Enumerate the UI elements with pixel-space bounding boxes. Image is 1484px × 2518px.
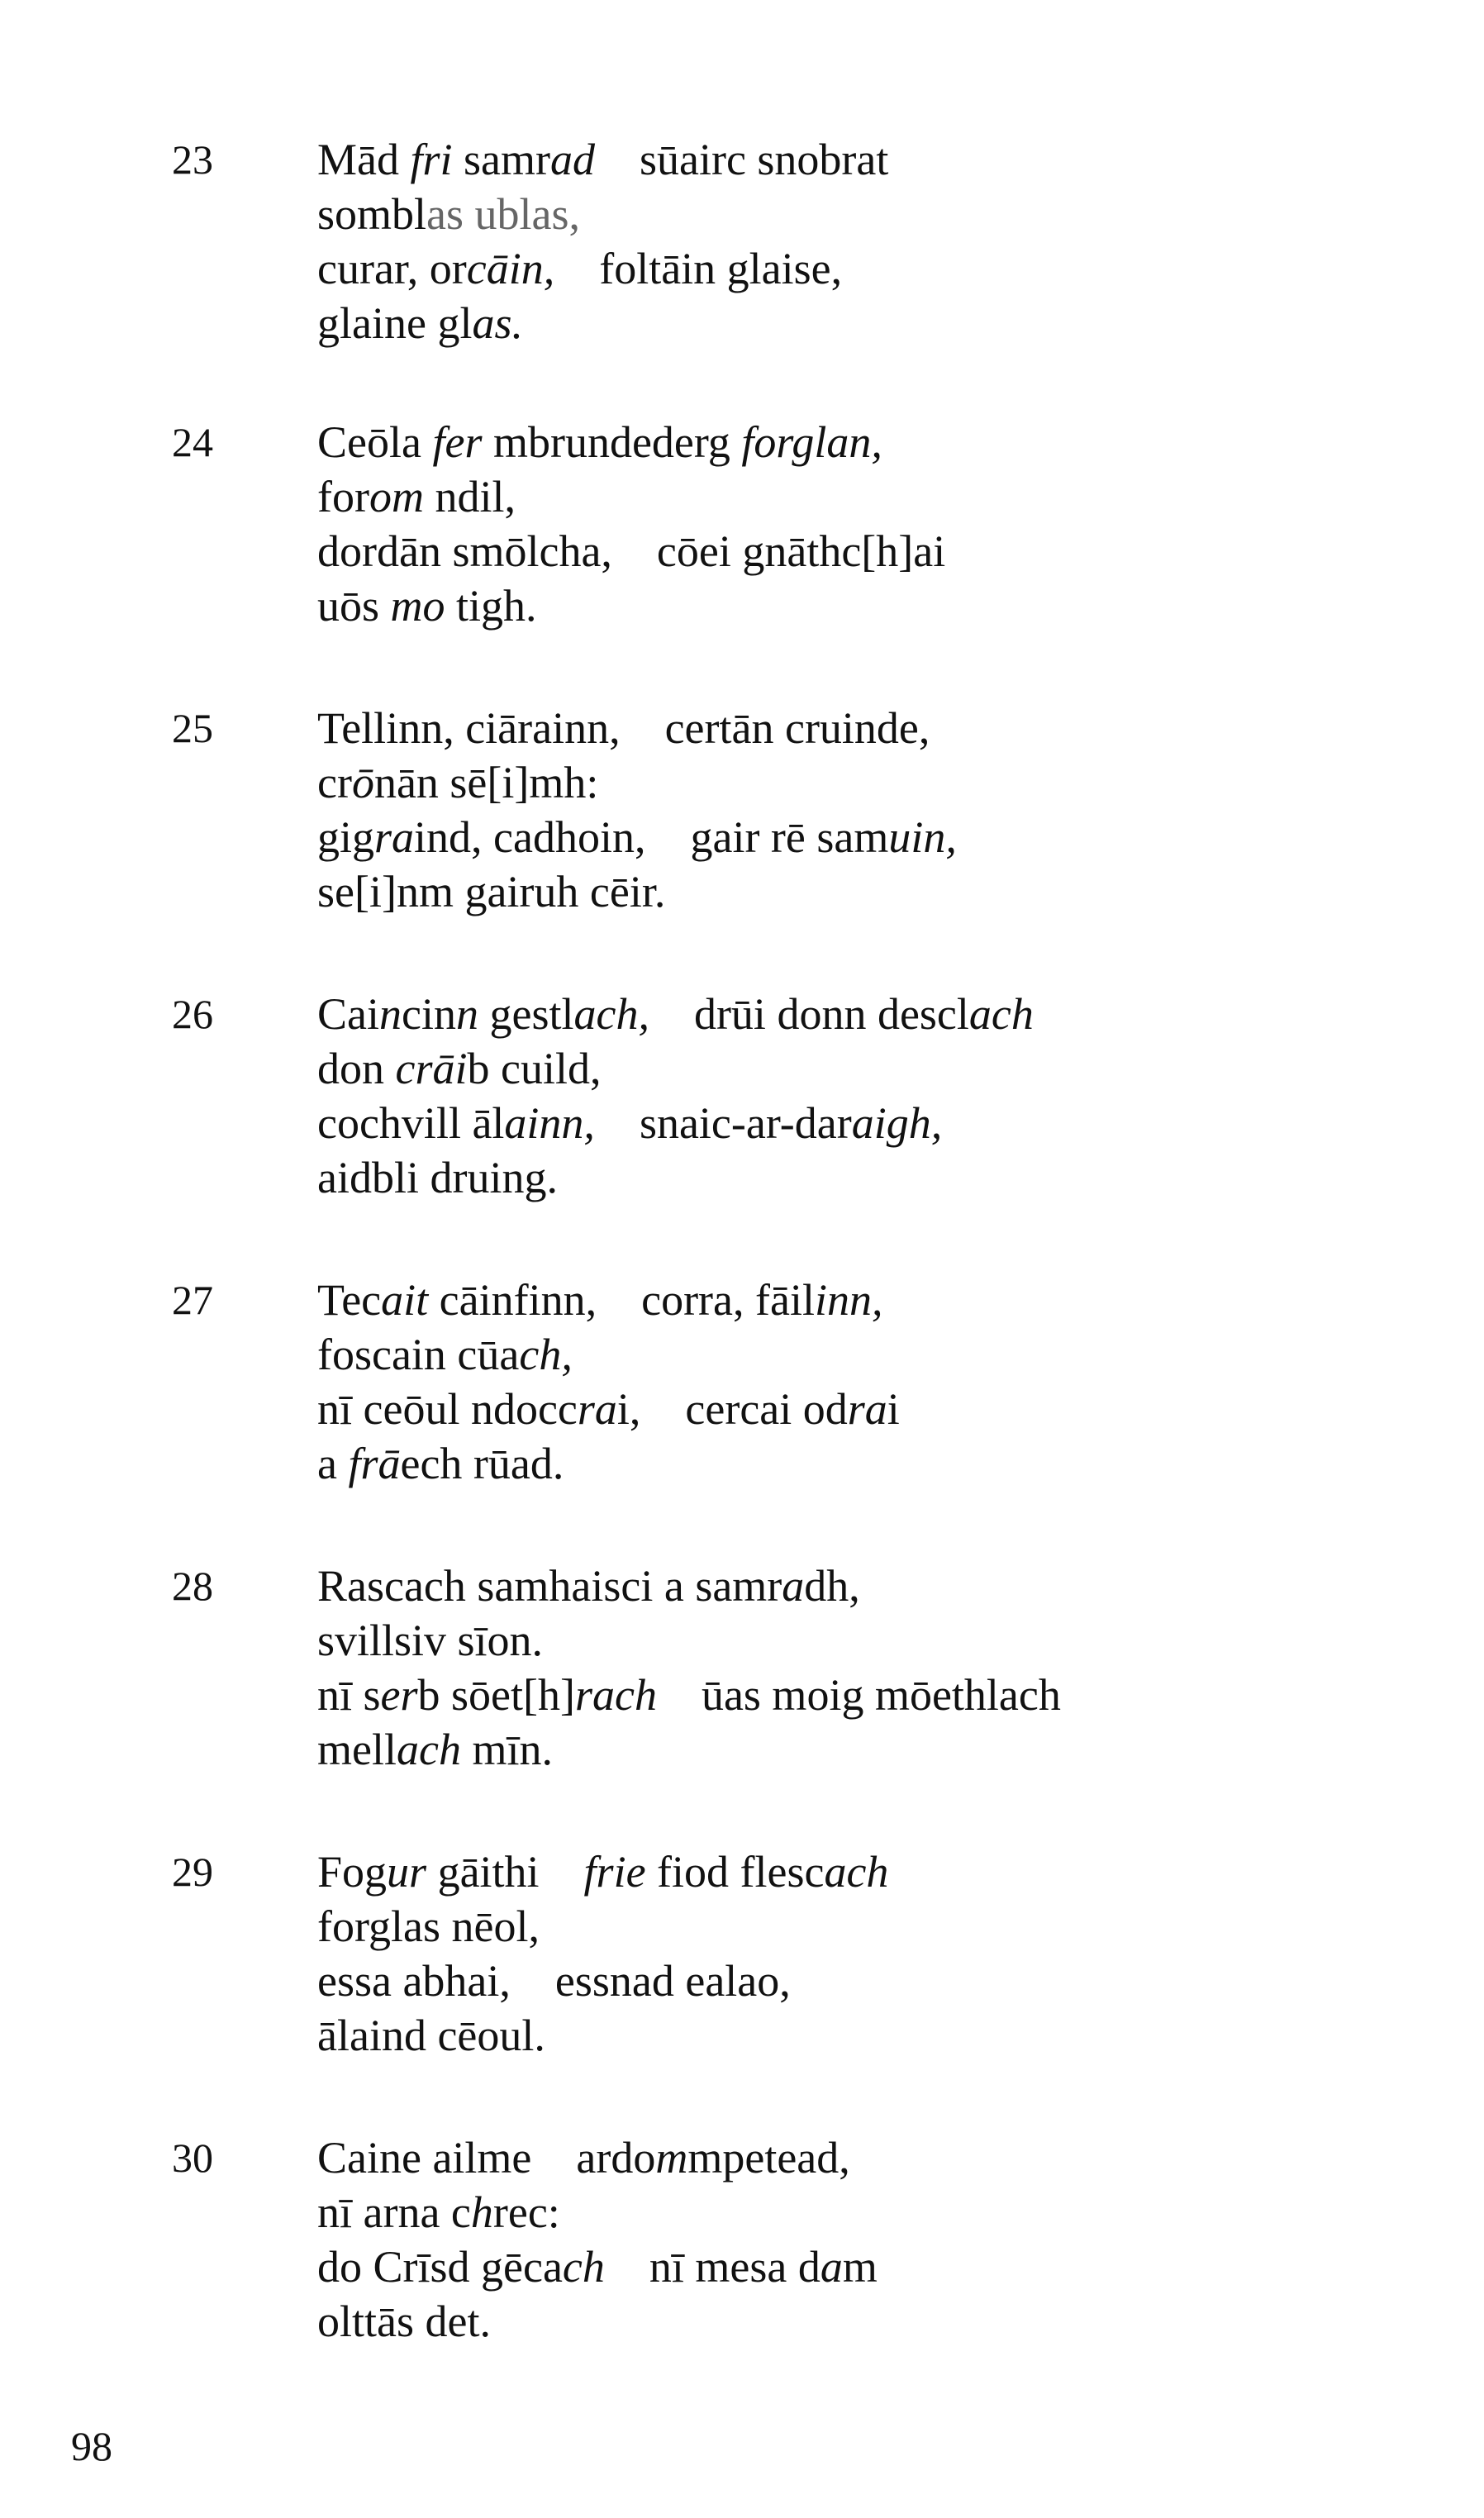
verse-line xyxy=(317,187,888,241)
verse-text: gāithi xyxy=(426,1847,584,1897)
stanza-lines xyxy=(317,1559,1061,1777)
verse-text: ublas, xyxy=(474,189,581,239)
verse-line xyxy=(317,415,945,469)
verse-text: cochvill āl xyxy=(317,1098,505,1148)
verse-text-italic: ach, xyxy=(573,989,649,1039)
verse-text: Rascach samhaisci a samr xyxy=(317,1561,782,1611)
verse-text: foltāin glaise, xyxy=(554,244,843,293)
verse-text: gig xyxy=(317,812,375,862)
verse-text: dh, xyxy=(804,1561,860,1611)
verse-text: Tellinn, ciārainn, certān cruinde, xyxy=(317,703,930,753)
verse-text: nī arna c xyxy=(317,2187,471,2237)
stanza-lines xyxy=(317,415,945,633)
verse-text: se[i]nm gairuh cēir. xyxy=(317,867,666,916)
verse-text: cr xyxy=(317,758,352,807)
verse-text-italic: ach xyxy=(824,1847,889,1897)
verse-text: for xyxy=(317,472,369,521)
stanza-number: 28 xyxy=(172,1563,213,1609)
verse-line xyxy=(317,1844,888,1899)
verse-line xyxy=(317,524,945,578)
verse-text-italic: cāin, xyxy=(466,244,555,293)
verse-line xyxy=(317,1954,888,2008)
verse-text-italic: inn, xyxy=(814,1275,883,1325)
verse-text: i, cercai od xyxy=(616,1384,848,1434)
verse-text-italic: ō xyxy=(351,758,374,807)
verse-text-italic: uin, xyxy=(888,812,957,862)
verse-text: Ceōla xyxy=(317,417,433,467)
verse-text: ūas moig mōethlach xyxy=(656,1670,1061,1720)
verse-line xyxy=(317,1273,900,1327)
verse-line xyxy=(317,987,1034,1041)
verse-line xyxy=(317,1327,900,1382)
verse-text: olttās det. xyxy=(317,2297,491,2346)
stanza-lines xyxy=(317,132,888,350)
stanza-number: 29 xyxy=(172,1849,213,1895)
verse-line xyxy=(317,701,957,755)
verse-line xyxy=(317,1559,1061,1613)
verse-text: do Crīsd gēca xyxy=(317,2242,563,2292)
verse-line xyxy=(317,1722,1061,1777)
verse-text: cin xyxy=(402,989,456,1039)
verse-text-italic: forglan, xyxy=(741,417,882,467)
verse-text: nī mesa d xyxy=(604,2242,820,2292)
verse-text: glaine gl xyxy=(317,298,473,348)
verse-line xyxy=(317,1041,1034,1096)
verse-text: drūi donn descl xyxy=(649,989,969,1039)
verse-line xyxy=(317,1613,1061,1668)
verse-text: uōs xyxy=(317,581,391,631)
stanza-number: 25 xyxy=(172,705,213,751)
verse-line xyxy=(317,1899,888,1954)
verse-text-italic: ach xyxy=(968,989,1034,1039)
verse-line xyxy=(317,1668,1061,1722)
verse-text-italic: fri xyxy=(410,135,453,184)
verse-text: Caine ailme ardo xyxy=(317,2133,656,2182)
verse-text: samr xyxy=(452,135,550,184)
verse-text-italic: ra xyxy=(374,812,415,862)
verse-text-italic: ra xyxy=(847,1384,887,1434)
stanza-lines xyxy=(317,987,1034,1205)
verse-line xyxy=(317,2130,878,2185)
verse-text-italic: ad xyxy=(549,135,595,184)
verse-text-italic: ra xyxy=(577,1384,617,1434)
verse-text: dordān smōlcha, cōei gnāthc[h]ai xyxy=(317,526,946,576)
verse-line xyxy=(317,132,888,187)
verse-text: m xyxy=(842,2242,878,2292)
verse-text-italic: ach xyxy=(396,1725,461,1774)
verse-text: mell xyxy=(317,1725,397,1774)
verse-text: foscain cūa xyxy=(317,1330,520,1379)
verse-text: forglas nēol, xyxy=(317,1902,540,1951)
stanza-number: 26 xyxy=(172,991,213,1037)
verse-text: i xyxy=(887,1384,900,1434)
verse-text: tigh. xyxy=(445,581,537,631)
verse-line xyxy=(317,296,888,350)
verse-line xyxy=(317,578,945,633)
verse-text: mbrundederg xyxy=(482,417,742,467)
verse-text: ālaind cēoul. xyxy=(317,2011,545,2060)
verse-text: essa abhai, essnad ealao, xyxy=(317,1956,791,2006)
verse-text: gestl xyxy=(478,989,574,1039)
verse-text-italic: n xyxy=(455,989,478,1039)
verse-text-italic: frā xyxy=(348,1439,401,1488)
verse-text-italic: rach xyxy=(574,1670,657,1720)
verse-text: cāinfinn, corra, fāil xyxy=(428,1275,815,1325)
verse-line xyxy=(317,864,957,919)
stanza-lines xyxy=(317,1844,888,2063)
verse-line xyxy=(317,2240,878,2294)
stanza-lines xyxy=(317,1273,900,1491)
verse-text-italic: h xyxy=(470,2187,493,2237)
stanza-number: 27 xyxy=(172,1277,213,1323)
verse-text-italic: ch xyxy=(562,2242,605,2292)
verse-text-italic: fer xyxy=(432,417,483,467)
verse-line xyxy=(317,2294,878,2349)
verse-text: b sōet[h] xyxy=(417,1670,575,1720)
verse-text-italic: ait xyxy=(381,1275,429,1325)
stanza-number: 23 xyxy=(172,136,213,183)
verse-text: rec: xyxy=(492,2187,560,2237)
verse-text-italic: as. xyxy=(472,298,523,348)
verse-text: fiod flesc xyxy=(645,1847,825,1897)
verse-text: Mād xyxy=(317,135,411,184)
verse-line xyxy=(317,1436,900,1491)
verse-text: nī s xyxy=(317,1670,381,1720)
stanza-number: 30 xyxy=(172,2135,213,2181)
verse-line xyxy=(317,1096,1034,1150)
verse-line xyxy=(317,2185,878,2240)
stanza-lines xyxy=(317,701,957,919)
verse-text: don xyxy=(317,1044,396,1093)
verse-text: Tec xyxy=(317,1275,382,1325)
verse-text-italic: a xyxy=(782,1561,805,1611)
verse-text-italic: er xyxy=(380,1670,418,1720)
verse-text-italic: ur xyxy=(387,1847,427,1897)
verse-line xyxy=(317,469,945,524)
verse-text-italic: aigh, xyxy=(851,1098,943,1148)
verse-text-italic: om xyxy=(369,472,424,521)
verse-text: b cuild, xyxy=(467,1044,602,1093)
verse-text: sūairc snobrat xyxy=(594,135,889,184)
page-number: 98 xyxy=(71,2423,112,2469)
verse-text: ech rūad. xyxy=(400,1439,564,1488)
verse-text: nān sē[i]mh: xyxy=(373,758,599,807)
stanza-lines xyxy=(317,2130,878,2349)
verse-text-italic: crāi xyxy=(395,1044,468,1093)
verse-text: svillsiv sīon. xyxy=(317,1616,544,1665)
verse-text: Fog xyxy=(317,1847,388,1897)
verse-text: ndil, xyxy=(423,472,516,521)
verse-line xyxy=(317,2008,888,2063)
verse-text-italic: ainn, xyxy=(504,1098,595,1148)
verse-text: mīn. xyxy=(460,1725,553,1774)
verse-text-italic: a xyxy=(820,2242,843,2292)
verse-line xyxy=(317,810,957,864)
verse-text: mpetead, xyxy=(687,2133,850,2182)
verse-text-italic: n xyxy=(379,989,402,1039)
verse-text: as xyxy=(426,189,475,239)
verse-text-italic: mo xyxy=(390,581,445,631)
verse-text: snaic-ar-dar xyxy=(594,1098,852,1148)
verse-line xyxy=(317,1150,1034,1205)
verse-text: aidbli druing. xyxy=(317,1153,558,1202)
verse-text: ind, cadhoin, gair rē sam xyxy=(414,812,889,862)
verse-text-italic: m xyxy=(655,2133,688,2182)
verse-text: nī ceōul ndocc xyxy=(317,1384,578,1434)
verse-line xyxy=(317,1382,900,1436)
verse-text-italic: ch, xyxy=(519,1330,573,1379)
verse-text-italic: frie xyxy=(583,1847,646,1897)
verse-text: Cai xyxy=(317,989,379,1039)
verse-text: curar, or xyxy=(317,244,467,293)
stanza-number: 24 xyxy=(172,419,213,465)
verse-text: a xyxy=(317,1439,349,1488)
verse-line xyxy=(317,241,888,296)
verse-text: sombl xyxy=(317,189,427,239)
verse-line xyxy=(317,755,957,810)
